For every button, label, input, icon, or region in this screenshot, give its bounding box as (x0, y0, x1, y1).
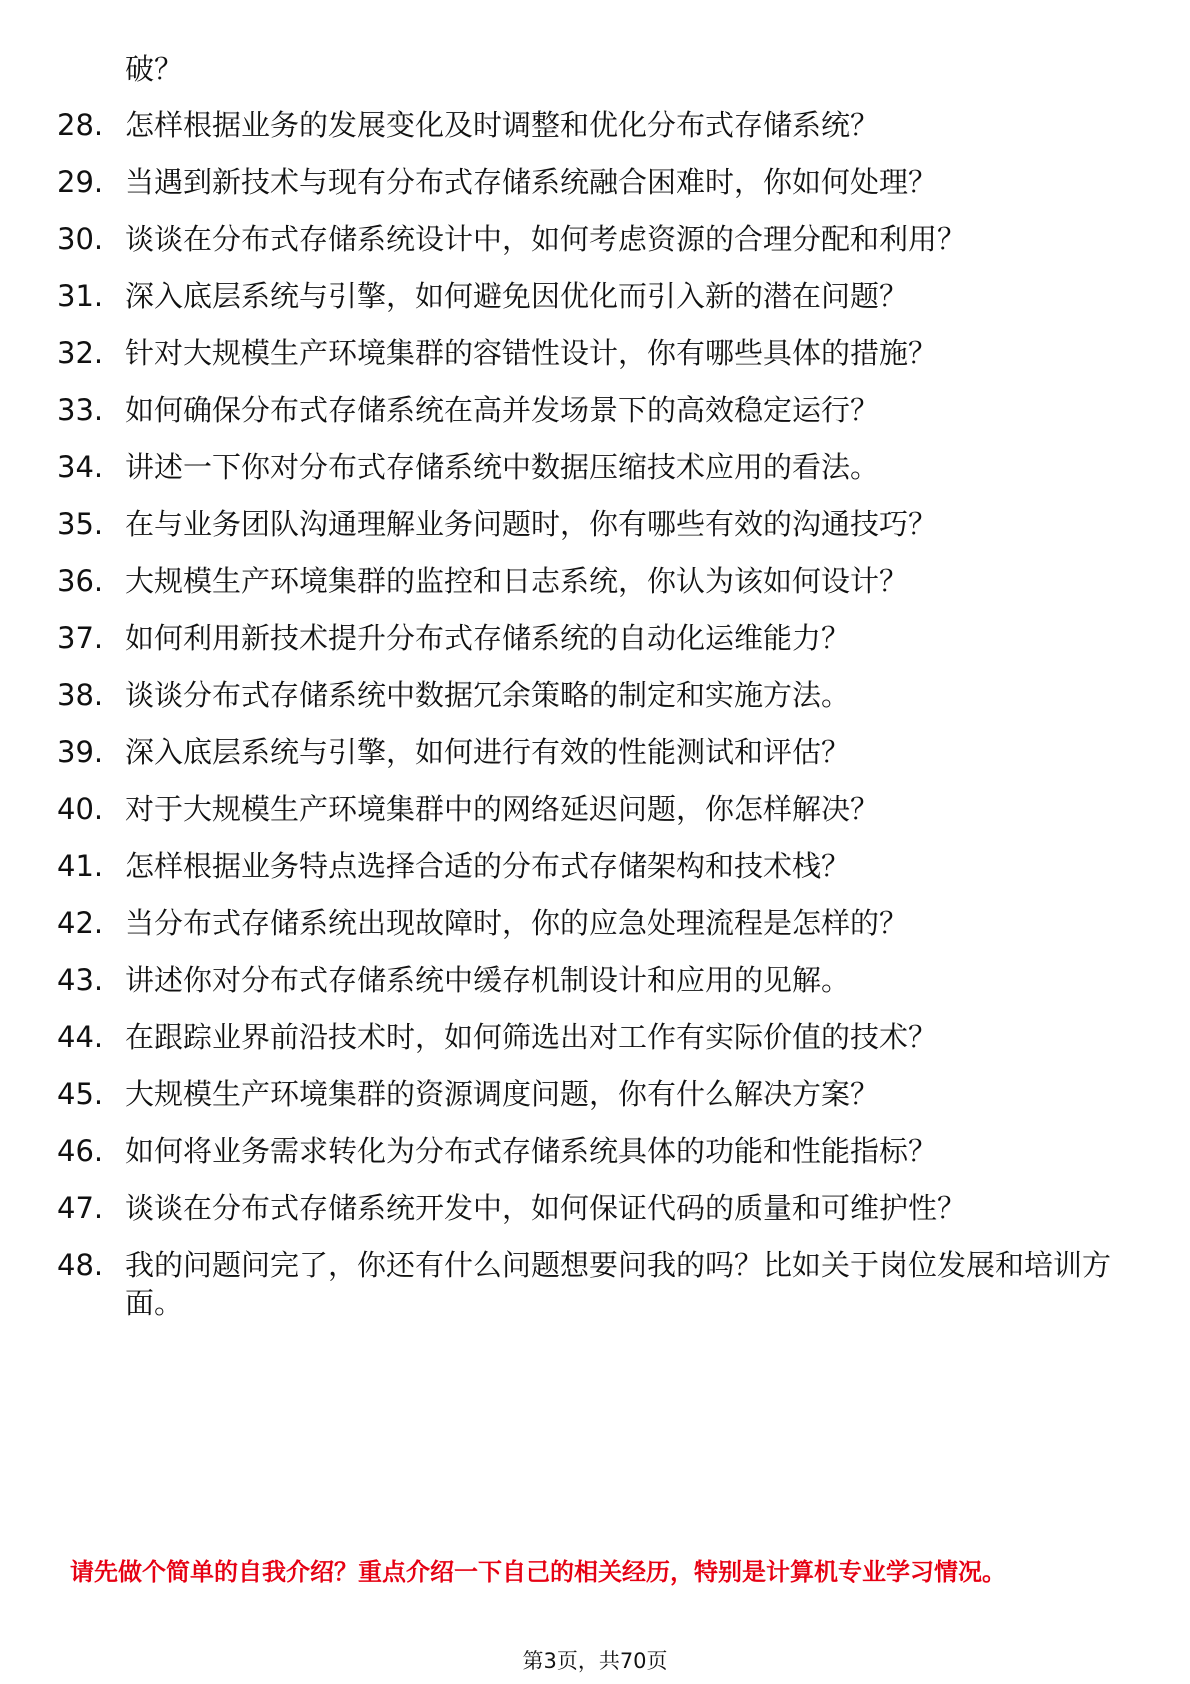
list-item (0, 790, 1190, 828)
question-text: 当遇到新技术与现有分布式存储系统融合困难时，你如何处理？ (125, 165, 938, 199)
question-number: 44. (57, 1020, 104, 1054)
question-text: 大规模生产环境集群的监控和日志系统，你认为该如何设计？ (125, 564, 909, 598)
list-item (0, 448, 1190, 486)
question-text: 如何将业务需求转化为分布式存储系统具体的功能和性能指标？ (125, 1134, 938, 1168)
question-text: 在与业务团队沟通理解业务问题时，你有哪些有效的沟通技巧？ (125, 507, 938, 541)
question-number: 32. (57, 336, 104, 370)
list-item (0, 334, 1190, 372)
question-text: 在跟踪业界前沿技术时，如何筛选出对工作有实际价值的技术？ (125, 1020, 938, 1054)
list-item (0, 163, 1190, 201)
list-item (0, 1075, 1190, 1113)
question-text: 谈谈在分布式存储系统设计中，如何考虑资源的合理分配和利用？ (125, 222, 967, 256)
question-number: 37. (57, 621, 104, 655)
page-number: 第3页，共70页 (522, 1649, 668, 1673)
question-text: 谈谈分布式存储系统中数据冗余策略的制定和实施方法。 (125, 678, 851, 712)
question-text: 对于大规模生产环境集群中的网络延迟问题，你怎样解决？ (125, 792, 880, 826)
question-number: 48. (57, 1248, 104, 1282)
question-number: 38. (57, 678, 104, 712)
question-number: 40. (57, 792, 104, 826)
question-continuation: 破？ (125, 52, 184, 86)
question-text: 我的问题问完了，你还有什么问题想要问我的吗？比如关于岗位发展和培训方面。 (125, 1248, 1112, 1320)
highlighted-question: 请先做个简单的自我介绍？重点介绍一下自己的相关经历，特别是计算机专业学习情况。 (70, 1558, 1006, 1586)
list-item (0, 106, 1190, 144)
question-number: 33. (57, 393, 104, 427)
question-number: 30. (57, 222, 104, 256)
list-item (0, 847, 1190, 885)
question-number: 45. (57, 1077, 104, 1111)
question-number: 28. (57, 108, 104, 142)
list-item (0, 1132, 1190, 1170)
list-item (0, 619, 1190, 657)
question-number: 41. (57, 849, 104, 883)
question-number: 42. (57, 906, 104, 940)
question-text: 当分布式存储系统出现故障时，你的应急处理流程是怎样的？ (125, 906, 909, 940)
list-item (0, 220, 1190, 258)
question-number: 39. (57, 735, 104, 769)
question-text: 深入底层系统与引擎，如何进行有效的性能测试和评估？ (125, 735, 851, 769)
question-text: 如何利用新技术提升分布式存储系统的自动化运维能力？ (125, 621, 851, 655)
question-number: 46. (57, 1134, 104, 1168)
question-text: 讲述一下你对分布式存储系统中数据压缩技术应用的看法。 (125, 450, 880, 484)
question-text: 怎样根据业务特点选择合适的分布式存储架构和技术栈？ (125, 849, 851, 883)
question-number: 29. (57, 165, 104, 199)
question-text: 大规模生产环境集群的资源调度问题，你有什么解决方案？ (125, 1077, 880, 1111)
question-number: 34. (57, 450, 104, 484)
list-item (0, 733, 1190, 771)
list-item (0, 505, 1190, 543)
question-text: 深入底层系统与引擎，如何避免因优化而引入新的潜在问题？ (125, 279, 909, 313)
question-number: 36. (57, 564, 104, 598)
list-item (0, 1018, 1190, 1056)
question-text: 怎样根据业务的发展变化及时调整和优化分布式存储系统？ (125, 108, 880, 142)
question-number: 31. (57, 279, 104, 313)
list-item (0, 562, 1190, 600)
list-item (0, 1246, 1190, 1322)
list-item (0, 904, 1190, 942)
question-text: 讲述你对分布式存储系统中缓存机制设计和应用的见解。 (125, 963, 851, 997)
question-list (0, 106, 1190, 1341)
question-number: 43. (57, 963, 104, 997)
question-text: 针对大规模生产环境集群的容错性设计，你有哪些具体的措施？ (125, 336, 938, 370)
question-text: 谈谈在分布式存储系统开发中，如何保证代码的质量和可维护性？ (125, 1191, 967, 1225)
question-text: 如何确保分布式存储系统在高并发场景下的高效稳定运行？ (125, 393, 880, 427)
question-number: 47. (57, 1191, 104, 1225)
question-number: 35. (57, 507, 104, 541)
list-item (0, 676, 1190, 714)
list-item (0, 1189, 1190, 1227)
list-item (0, 961, 1190, 999)
list-item (0, 391, 1190, 429)
list-item (0, 277, 1190, 315)
